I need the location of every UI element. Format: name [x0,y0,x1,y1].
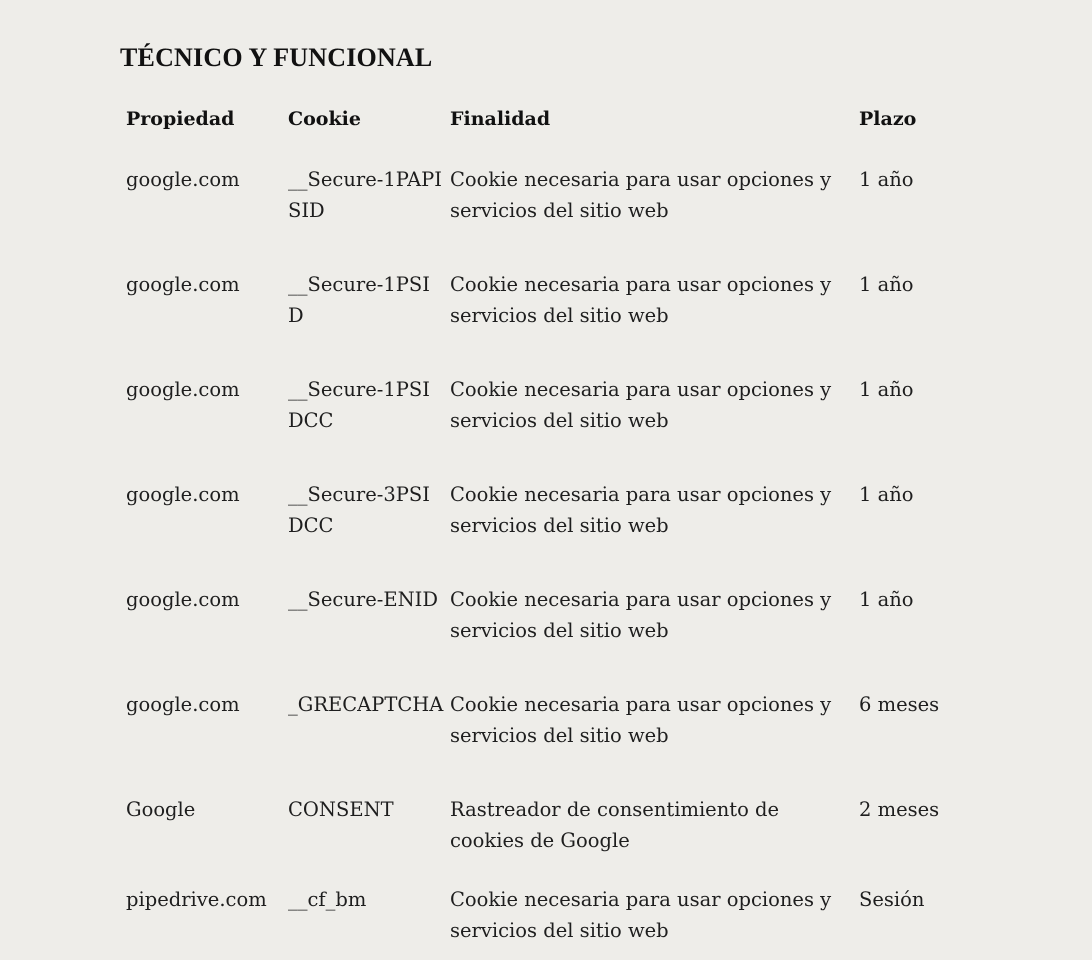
cell-term: 1 año [859,378,914,401]
cell-term: 1 año [859,483,914,506]
cell-property: google.com [126,168,240,191]
cell-term: 6 meses [859,693,940,716]
cell-term: 2 meses [859,798,940,821]
table-row [126,689,966,794]
cell-cookie: __Secure-ENID [288,588,438,611]
cell-cookie: __Secure-3PSIDCC [288,483,430,537]
cell-property: google.com [126,693,240,716]
cell-property: Google [126,798,196,821]
cell-cookie: _GRECAPTCHA [288,693,444,716]
cell-term: 1 año [859,273,914,296]
table-header-row [126,104,966,164]
header-term: Plazo [859,108,917,130]
cell-property: google.com [126,273,240,296]
cell-cookie: __cf_bm [288,888,367,911]
cell-purpose: Cookie necesaria para usar opciones y servicios del sitio web [450,888,832,942]
table-row [126,269,966,374]
cell-cookie: __Secure-1PSIDCC [288,378,430,432]
table-row [126,794,966,884]
cell-cookie: __Secure-1PAPISID [288,168,442,222]
cell-purpose: Cookie necesaria para usar opciones y servicios del sitio web [450,483,832,537]
cell-property: google.com [126,483,240,506]
section-title: TÉCNICO Y FUNCIONAL [120,43,433,72]
cell-term: Sesión [859,888,925,911]
table-row [126,479,966,584]
table-row [126,164,966,269]
cell-purpose: Cookie necesaria para usar opciones y servicios del sitio web [450,168,832,222]
cell-purpose: Cookie necesaria para usar opciones y servicios del sitio web [450,693,832,747]
table-row [126,584,966,689]
cookie-table [126,104,966,960]
table-row [126,884,966,960]
cell-property: pipedrive.com [126,888,267,911]
cell-purpose: Cookie necesaria para usar opciones y servicios del sitio web [450,588,832,642]
cookie-section [120,40,980,942]
cell-cookie: __Secure-1PSID [288,273,430,327]
cell-purpose: Cookie necesaria para usar opciones y servicios del sitio web [450,378,832,432]
cell-property: google.com [126,588,240,611]
table-row [126,374,966,479]
header-purpose: Finalidad [450,108,551,130]
cell-purpose: Rastreador de consentimiento de cookies de Google [450,798,780,852]
header-property: Propiedad [126,108,235,130]
cell-term: 1 año [859,168,914,191]
cell-cookie: CONSENT [288,798,394,821]
cell-term: 1 año [859,588,914,611]
header-cookie: Cookie [288,108,361,130]
cell-purpose: Cookie necesaria para usar opciones y servicios del sitio web [450,273,832,327]
cell-property: google.com [126,378,240,401]
